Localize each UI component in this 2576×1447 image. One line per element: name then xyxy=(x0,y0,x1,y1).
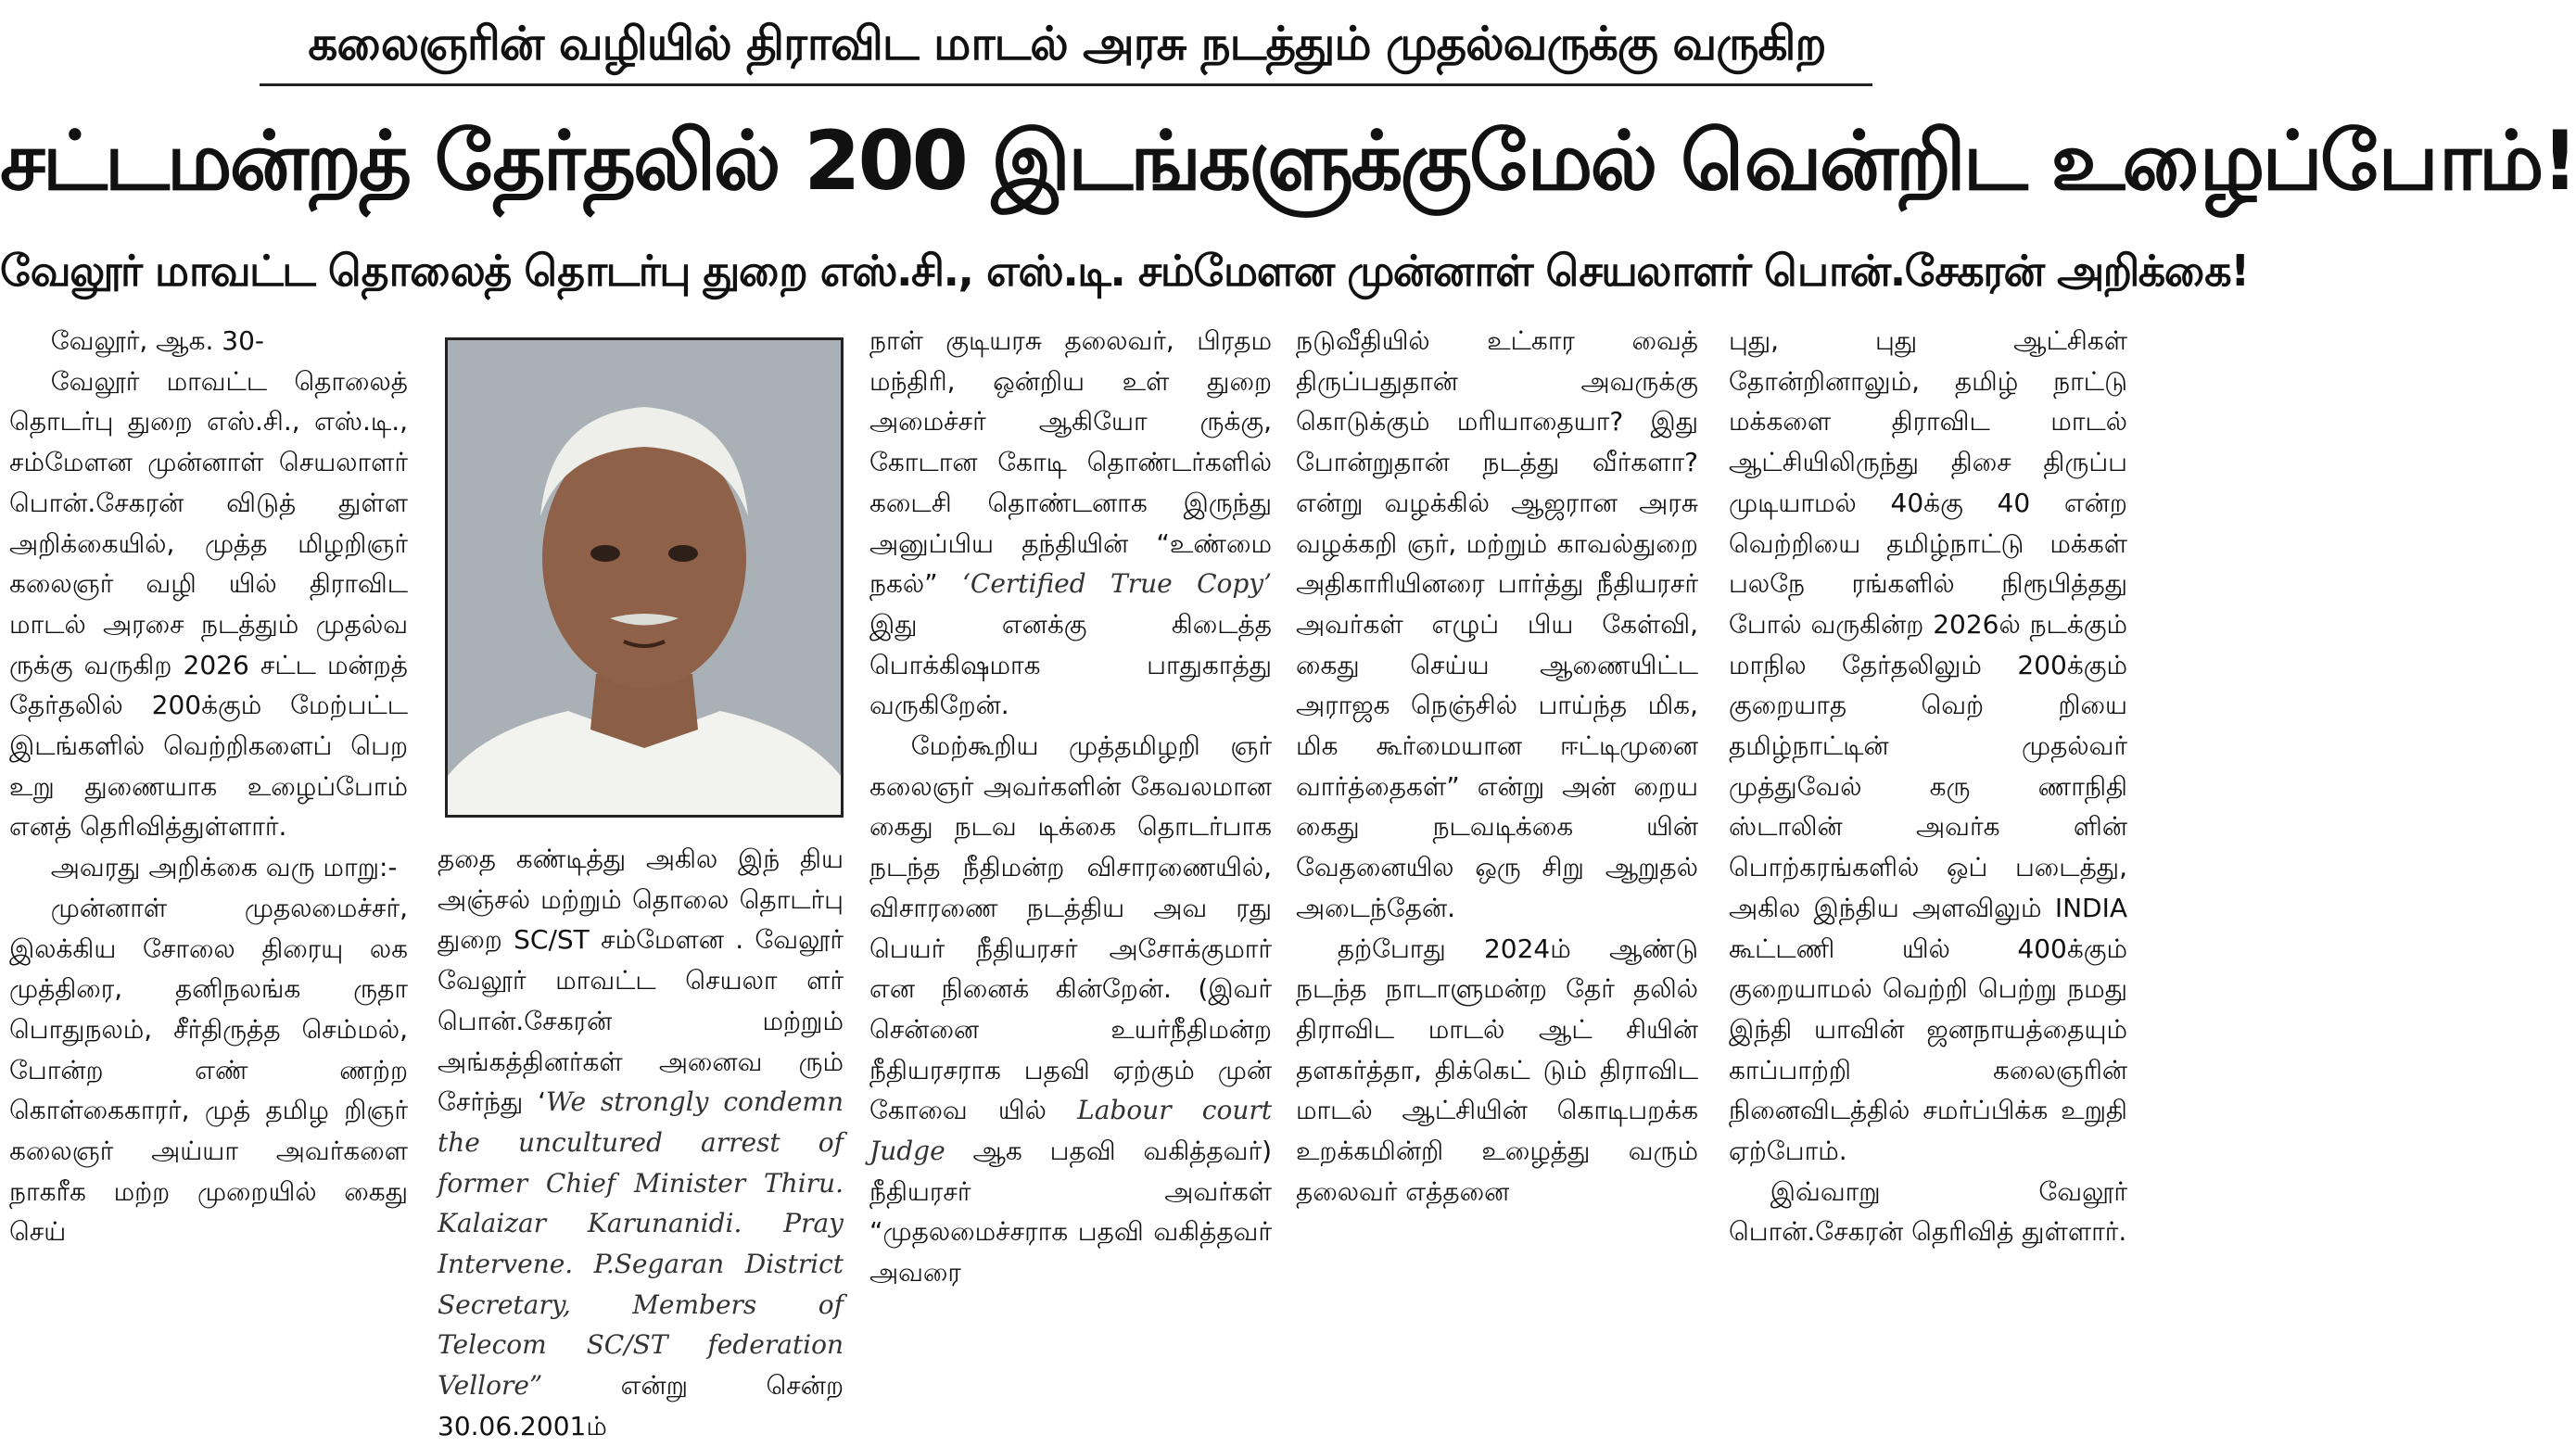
paragraph: தற்போது 2024ம் ஆண்டு நடந்த நாடாளுமன்ற தேர் தலில் திராவிட மாடல் ஆட் சியின் தளகர்த்தா, திக்கெட் டும் திராவிட மாடல் ஆட்சியின் கொடிபறக்க உறக்கமின்றி உழைத்து வரும் தலைவர் எத்தனை xyxy=(1296,933,1698,1207)
column-5 xyxy=(1729,321,2127,1438)
text: ஆக பதவி வகித்தவர்) நீதியரசர் அவர்கள் “முதலமைச்சராக பதவி வகித்தவர் அவரை xyxy=(869,1136,1272,1288)
paragraph: வேலூர் மாவட்ட தொலைத் தொடர்பு துறை எஸ்.சி., எஸ்.டி., சம்மேளன முன்னாள் செயலாளர் பொன்.சேகரன் விடுத் துள்ள அறிக்கையில், முத்த மிழறிஞர் கலைஞர் வழி யில் திராவிட மாடல் அரசை நடத்தும் முதல்வ ருக்கு வருகிற 2026 சட்ட மன்றத் தேர்தலில் 200க்கும் மேற்பட்ட இடங்களில் வெற்றிகளைப் பெற உறு துணையாக உழைப்போம் எனத் தெரிவித்துள்ளார். xyxy=(9,365,408,843)
paragraph: முன்னாள் முதலமைச்சர், இலக்கிய சோலை திரையு லக முத்திரை, தனிநலங்க ருதா பொதுநலம், சீர்திருத்த செம்மல், போன்ற எண் ணற்ற கொள்கைகாரர், முத் தமிழ றிஞர் கலைஞர் அய்யா அவர்களை நாகரீக மற்ற முறையில் கைது செய் xyxy=(9,892,408,1248)
portrait-photo xyxy=(445,337,844,818)
sub-headline: வேலூர் மாவட்ட தொலைத் தொடர்பு துறை எஸ்.சி., எஸ்.டி. சம்மேளன முன்னாள் செயலாளர் பொன்.சேகரன் அறிக்கை! xyxy=(0,246,2249,296)
paragraph xyxy=(869,321,1272,726)
english-phrase: ‘Certified True Copy’ xyxy=(962,568,1272,600)
kicker-headline: கலைஞரின் வழியில் திராவிட மாடல் அரசு நடத்தும் முதல்வருக்கு வருகிற xyxy=(308,17,1826,70)
dateline: வேலூர், ஆக. 30- xyxy=(50,325,265,356)
text: நாள் குடியரசு தலைவர், பிரதம மந்திரி, ஒன்றிய உள் துறை அமைச்சர் ஆகியோ ருக்கு, கோடான கோடி தொண்டர்களில் கடைசி தொண்டனாக இருந்து அனுப்பிய தந்தியின் “உண்மை நகல்” xyxy=(869,325,1272,600)
column-2 xyxy=(438,839,844,1441)
paragraph xyxy=(869,726,1272,1293)
paragraph: இவ்வாறு வேலூர் பொன்.சேகரன் தெரிவித் துள்ளார். xyxy=(1729,1175,2127,1248)
column-4 xyxy=(1296,321,1698,1438)
text: ததை கண்டித்து அகில இந் திய அஞ்சல் மற்றும் தொலை தொடர்பு துறை SC/ST சம்மேளன . வேலூர் வேலூர் மாவட்ட செயலா ளர் பொன்.சேகரன் மற்றும் அங்கத்தினர்கள் அனைவ ரும் சேர்ந்து ‘ xyxy=(438,844,844,1118)
paragraph: அவரது அறிக்கை வரு மாறு:- xyxy=(50,852,398,883)
headline-divider xyxy=(260,83,1872,86)
main-headline: சட்டமன்றத் தேர்தலில் 200 இடங்களுக்குமேல் வென்றிட உழைப்போம்! xyxy=(0,113,2576,209)
telegram-quote: We strongly condemn the uncultured arrest of former Chief Minister Thiru. Kalaizar Karunanidi. Pray Intervene. P.Segaran District Secretary, Members of Telecom SC/ST federation Vellore” xyxy=(438,1086,844,1402)
text: மேற்கூறிய முத்தமிழறி ஞர் கலைஞர் அவர்களின் கேவலமான கைது நடவ டிக்கை தொடர்பாக நடந்த நீதிமன்ற விசாரணையில், விசாரணை நடத்திய அவ ரது பெயர் நீதியரசர் அசோக்குமார் என நினைக் கின்றேன். (இவர் சென்னை உயர்நீதிமன்ற நீதியரசராக பதவி ஏற்கும் முன் கோவை யில் xyxy=(869,730,1272,1126)
column-1 xyxy=(9,321,408,1438)
english-phrase: Labour court Judge xyxy=(869,1095,1272,1167)
paragraph xyxy=(438,839,844,1447)
text: இது எனக்கு கிடைத்த பொக்கிஷமாக பாதுகாத்து வருகிறேன். xyxy=(869,608,1272,721)
paragraph: புது, புது ஆட்சிகள் தோன்றினாலும், தமிழ் நாட்டு மக்களை திராவிட மாடல் ஆட்சியிலிருந்து திசை திருப்ப முடியாமல் 40க்கு 40 என்ற வெற்றியை தமிழ்நாட்டு மக்கள் பலநே ரங்களில் நிரூபித்தது போல் வருகின்ற 2026ல் நடக்கும் மாநில தேர்தலிலும் 200க்கும் குறையாத வெற் றியை தமிழ்நாட்டின் முதல்வர் முத்துவேல் கரு ணாநிதி ஸ்டாலின் அவர்க ளின் பொற்கரங்களில் ஒப் படைத்து, அகில இந்திய அளவிலும் INDIA கூட்டணி யில் 400க்கும் குறையாமல் வெற்றி பெற்று நமது இந்தி யாவின் ஜனநாயத்தையும் காப்பாற்றி கலைஞரின் நினைவிடத்தில் சமர்ப்பிக்க உறுதி ஏற்போம். xyxy=(1729,325,2127,1167)
text: என்று சென்ற 30.06.2001ம் xyxy=(438,1370,844,1441)
paragraph: நடுவீதியில் உட்கார வைத் திருப்பதுதான் அவருக்கு கொடுக்கும் மரியாதையா? இது போன்றுதான் நடத்து வீர்களா? என்று வழக்கில் ஆஜரான அரசு வழக்கறி ஞர், மற்றும் காவல்துறை அதிகாரியினரை பார்த்து நீதியரசர் அவர்கள் எழுப் பிய கேள்வி, கைது செய்ய ஆணையிட்ட அராஜக நெஞ்சில் பாய்ந்த மிக, மிக கூர்மையான ஈட்டிமுனை வார்த்தைகள்” என்று அன் றைய கைது நடவடிக்கை யின் வேதனையில ஒரு சிறு ஆறுதல் அடைந்தேன். xyxy=(1296,325,1698,923)
column-3 xyxy=(869,321,1272,1438)
